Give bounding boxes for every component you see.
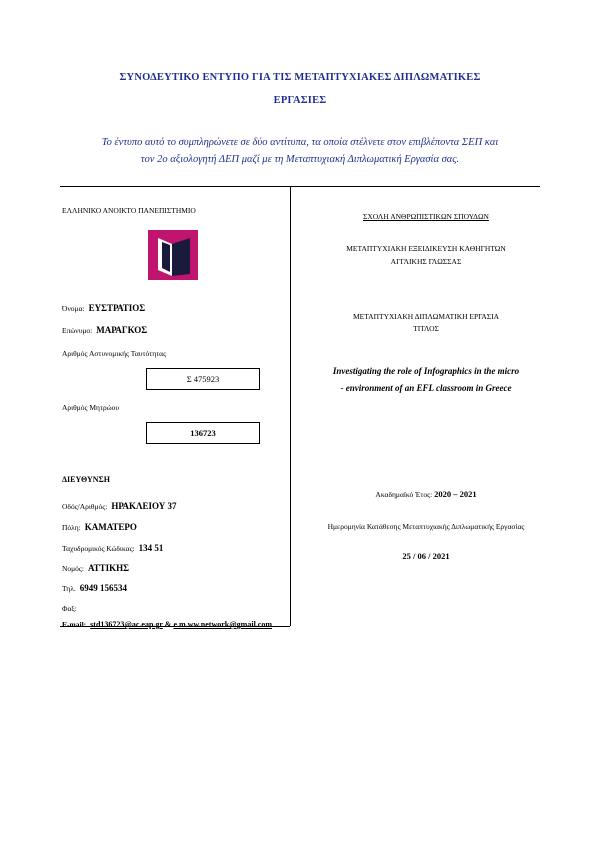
city-value: ΚΑΜΑΤΕΡΟ — [84, 522, 137, 532]
phone-row — [62, 578, 127, 596]
thesis-label-line2: ΤΙΤΛΟΣ — [413, 324, 439, 333]
thesis-title-line2: - environment of an EFL classroom in Greece — [340, 383, 512, 393]
first-name-value: ΕΥΣΤΡΑΤΙΟΣ — [88, 303, 146, 313]
first-name-row — [62, 298, 145, 316]
academic-year-label: Ακαδημαϊκό Έτος — [375, 490, 431, 499]
fax-label: Φαξ: — [62, 604, 77, 613]
id-field[interactable]: Σ 475923 — [146, 368, 260, 390]
street-value: ΗΡΑΚΛΕΙΟΥ 37 — [111, 501, 177, 511]
id-label: Αριθμός Αστυνομικής Ταυτότητας — [62, 349, 167, 358]
university-logo — [148, 230, 198, 280]
university-name: ΕΛΛΗΝΙΚΟ ΑΝΟΙΚΤΟ ΠΑΝΕΠΙΣΤΗΜΙΟ — [62, 206, 196, 215]
academic-year-row: Ακαδημαϊκό Έτος: 2020 – 2021 — [375, 489, 477, 499]
email-label: E-mail: — [62, 620, 87, 629]
city-label: Πόλη: — [62, 523, 81, 532]
prefecture-label: Νομός: — [62, 564, 84, 573]
submission-date-value: 25 / 06 / 2021 — [402, 551, 450, 561]
last-name-row — [62, 320, 147, 338]
instructions-line2: τον 2ο αξιολογητή ΔΕΠ μαζί με τη Μεταπτυχιακή Διπλωματική Εργασία σας. — [140, 154, 460, 165]
email-secondary-link[interactable]: e.m.ww.network@gmail.com — [173, 620, 273, 629]
email-primary-link[interactable]: std136723@ac.eap.gr — [90, 620, 163, 629]
street-row — [62, 496, 177, 514]
last-name-value: ΜΑΡΑΓΚΟΣ — [96, 325, 148, 335]
phone-value: 6949 156534 — [79, 583, 127, 593]
program-name-line1: ΜΕΤΑΠΤΥΧΙΑΚΗ ΕΞΕΙΔΙΚΕΥΣΗ ΚΑΘΗΓΗΤΩΝ — [346, 244, 506, 253]
prefecture-row — [62, 558, 129, 576]
registration-field[interactable]: 136723 — [146, 422, 260, 444]
postcode-value: 134 51 — [138, 543, 164, 553]
form-title-line2: ΕΡΓΑΣΙΕΣ — [273, 95, 327, 106]
thesis-title-line1: Investigating the role of Infographics in the micro — [332, 366, 520, 376]
address-heading: ΔΙΕΥΘΥΝΣΗ — [62, 475, 110, 484]
top-divider — [60, 186, 540, 187]
prefecture-value: ΑΤΤΙΚΗΣ — [88, 563, 130, 573]
phone-label: Τηλ. — [62, 584, 76, 593]
thesis-label-line1: ΜΕΤΑΠΤΥΧΙΑΚΗ ΔΙΠΛΩΜΑΤΙΚΗ ΕΡΓΑΣΙΑ — [352, 312, 500, 321]
first-name-label: Όνομα: — [62, 304, 85, 313]
form-title-line1: ΣΥΝΟΔΕΥΤΙΚΟ ΕΝΤΥΠΟ ΓΙΑ ΤΙΣ ΜΕΤΑΠΤΥΧΙΑΚΕΣ ΔΙΠΛΩΜΑΤΙΚΕΣ — [119, 72, 481, 83]
submission-date-label: Ημερομηνία Κατάθεσης Μεταπτυχιακής Διπλωματικής Εργασίας — [327, 522, 525, 531]
eap-book-logo-icon — [148, 230, 198, 280]
last-name-label: Επώνυμο: — [62, 326, 93, 335]
email-separator: & — [162, 620, 174, 629]
program-name-line2: ΑΓΓΛΙΚΗΣ ΓΛΩΣΣΑΣ — [390, 257, 462, 266]
column-divider — [290, 186, 291, 626]
school-name: ΣΧΟΛΗ ΑΝΘΡΩΠΙΣΤΙΚΩΝ ΣΠΟΥΔΩΝ — [363, 212, 489, 221]
instructions-line1: Το έντυπο αυτό το συμπληρώνετε σε δύο αντίτυπα, τα οποία στέλνετε στον επιβλέποντα ΣΕΠ και — [101, 137, 499, 148]
academic-year-value: 2020 – 2021 — [434, 489, 477, 499]
email-row — [62, 614, 272, 632]
registration-label: Αριθμός Μητρώου — [62, 403, 120, 412]
postcode-label: Ταχυδρομικός Κώδικας: — [62, 544, 135, 553]
city-row — [62, 517, 137, 535]
street-label: Οδός/Αριθμός: — [62, 502, 108, 511]
postcode-row — [62, 538, 163, 556]
